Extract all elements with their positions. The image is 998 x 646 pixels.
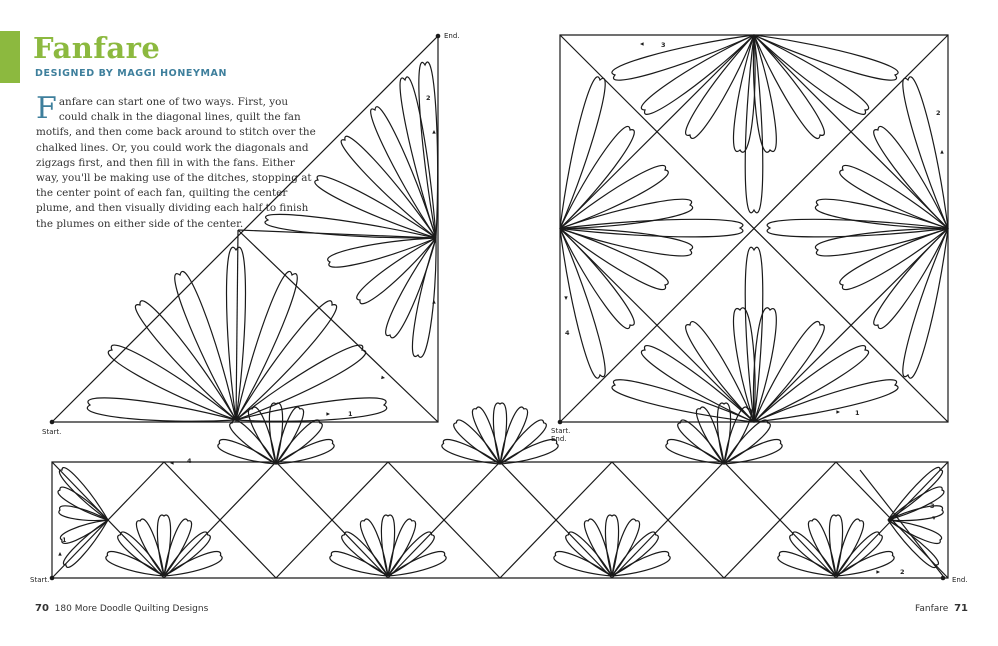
border-step-4: 4 (187, 457, 192, 465)
square-step-2: 2 (936, 109, 941, 117)
border-outline (52, 462, 948, 578)
triangle-diagram (50, 34, 441, 425)
border-start-label: Start. (30, 576, 50, 584)
border-fan-petal (381, 515, 394, 576)
drop-cap: F (36, 91, 57, 126)
top-fan-petal (754, 35, 869, 114)
right-fan-petal (815, 199, 948, 228)
direction-arrow (876, 570, 880, 573)
square-step-4: 4 (565, 329, 570, 337)
left-fan-petal (560, 199, 693, 228)
square-step-1: 1 (855, 409, 860, 417)
start-dot (50, 420, 55, 425)
border-fan-petal (269, 403, 282, 464)
section-name: Fanfare (915, 604, 949, 614)
right-fan-petal (357, 238, 436, 304)
bottom-fan-petal (108, 345, 236, 420)
border-fan-petal (717, 403, 730, 464)
end-dot (436, 34, 441, 39)
direction-arrow (326, 412, 330, 415)
border-step-3: 3 (930, 502, 935, 510)
triangle-end-label: End. (444, 32, 460, 40)
book-title: 180 More Doodle Quilting Designs (54, 604, 209, 614)
page-title: Fanfare (33, 31, 161, 65)
left-fan-petal (560, 126, 634, 228)
left-fan-petal (560, 229, 693, 256)
bottom-fan-petal (754, 321, 824, 422)
direction-arrow (381, 376, 385, 379)
border-fan-petal (605, 515, 618, 576)
right-fan-petal (400, 77, 436, 238)
direction-arrow (836, 410, 840, 413)
direction-arrow (564, 296, 567, 300)
border-step-2: 2 (900, 568, 905, 576)
triangle-step-1: 1 (348, 410, 353, 418)
left-page-number: 70 (35, 603, 49, 614)
square-end-label: End. (551, 435, 567, 443)
triangle-zigzag (236, 230, 238, 422)
footer-left (35, 603, 208, 614)
right-page-number: 71 (954, 603, 968, 614)
start-dot (558, 420, 563, 425)
right-fan-petal (874, 229, 948, 329)
triangle-step-2: 2 (426, 94, 431, 102)
bottom-fan-petal (87, 398, 236, 421)
border-end-label: End. (952, 576, 968, 584)
designer-byline: DESIGNED BY MAGGI HONEYMAN (35, 68, 228, 79)
footer-right (915, 603, 968, 614)
square-diagram (558, 35, 948, 424)
bottom-fan-petal (745, 247, 763, 422)
border-fan-petal (157, 515, 170, 576)
right-fan-petal (815, 229, 948, 256)
border-diagram (50, 403, 948, 580)
right-fan-petal (874, 126, 948, 228)
end-dot (941, 576, 946, 581)
border-step-1: 1 (62, 536, 67, 544)
intro-body: anfare can start one of two ways. First, you could chalk in the diagonal lines, quilt the fan motifs, and then come back around to stitch over the chalked lines. Or, you could work the diagonals and zigzags first, and then fill in with the fans. Either way, you'll be making use of the ditches, stopping at the center point of each fan, quilting the center plume, and then visually dividing each half to finish the plumes on either side of the center. (36, 96, 316, 230)
left-fan-petal (560, 229, 634, 329)
direction-arrow (58, 552, 61, 556)
triangle-start-label: Start. (42, 428, 62, 436)
border-fan-petal (829, 515, 842, 576)
direction-arrow (640, 42, 644, 45)
direction-arrow (432, 130, 435, 134)
border-fan-petal (493, 403, 506, 464)
square-step-3: 3 (661, 41, 666, 49)
triangle-diagonal (238, 230, 438, 422)
direction-arrow (432, 300, 435, 304)
square-start-label: Start. (551, 427, 571, 435)
direction-arrow (940, 150, 943, 154)
start-dot (50, 576, 55, 581)
right-fan-petal (386, 238, 436, 338)
border-diagonal (860, 470, 943, 576)
triangle-outline (52, 36, 438, 422)
top-fan-petal (686, 35, 754, 138)
top-fan-petal (745, 35, 763, 213)
